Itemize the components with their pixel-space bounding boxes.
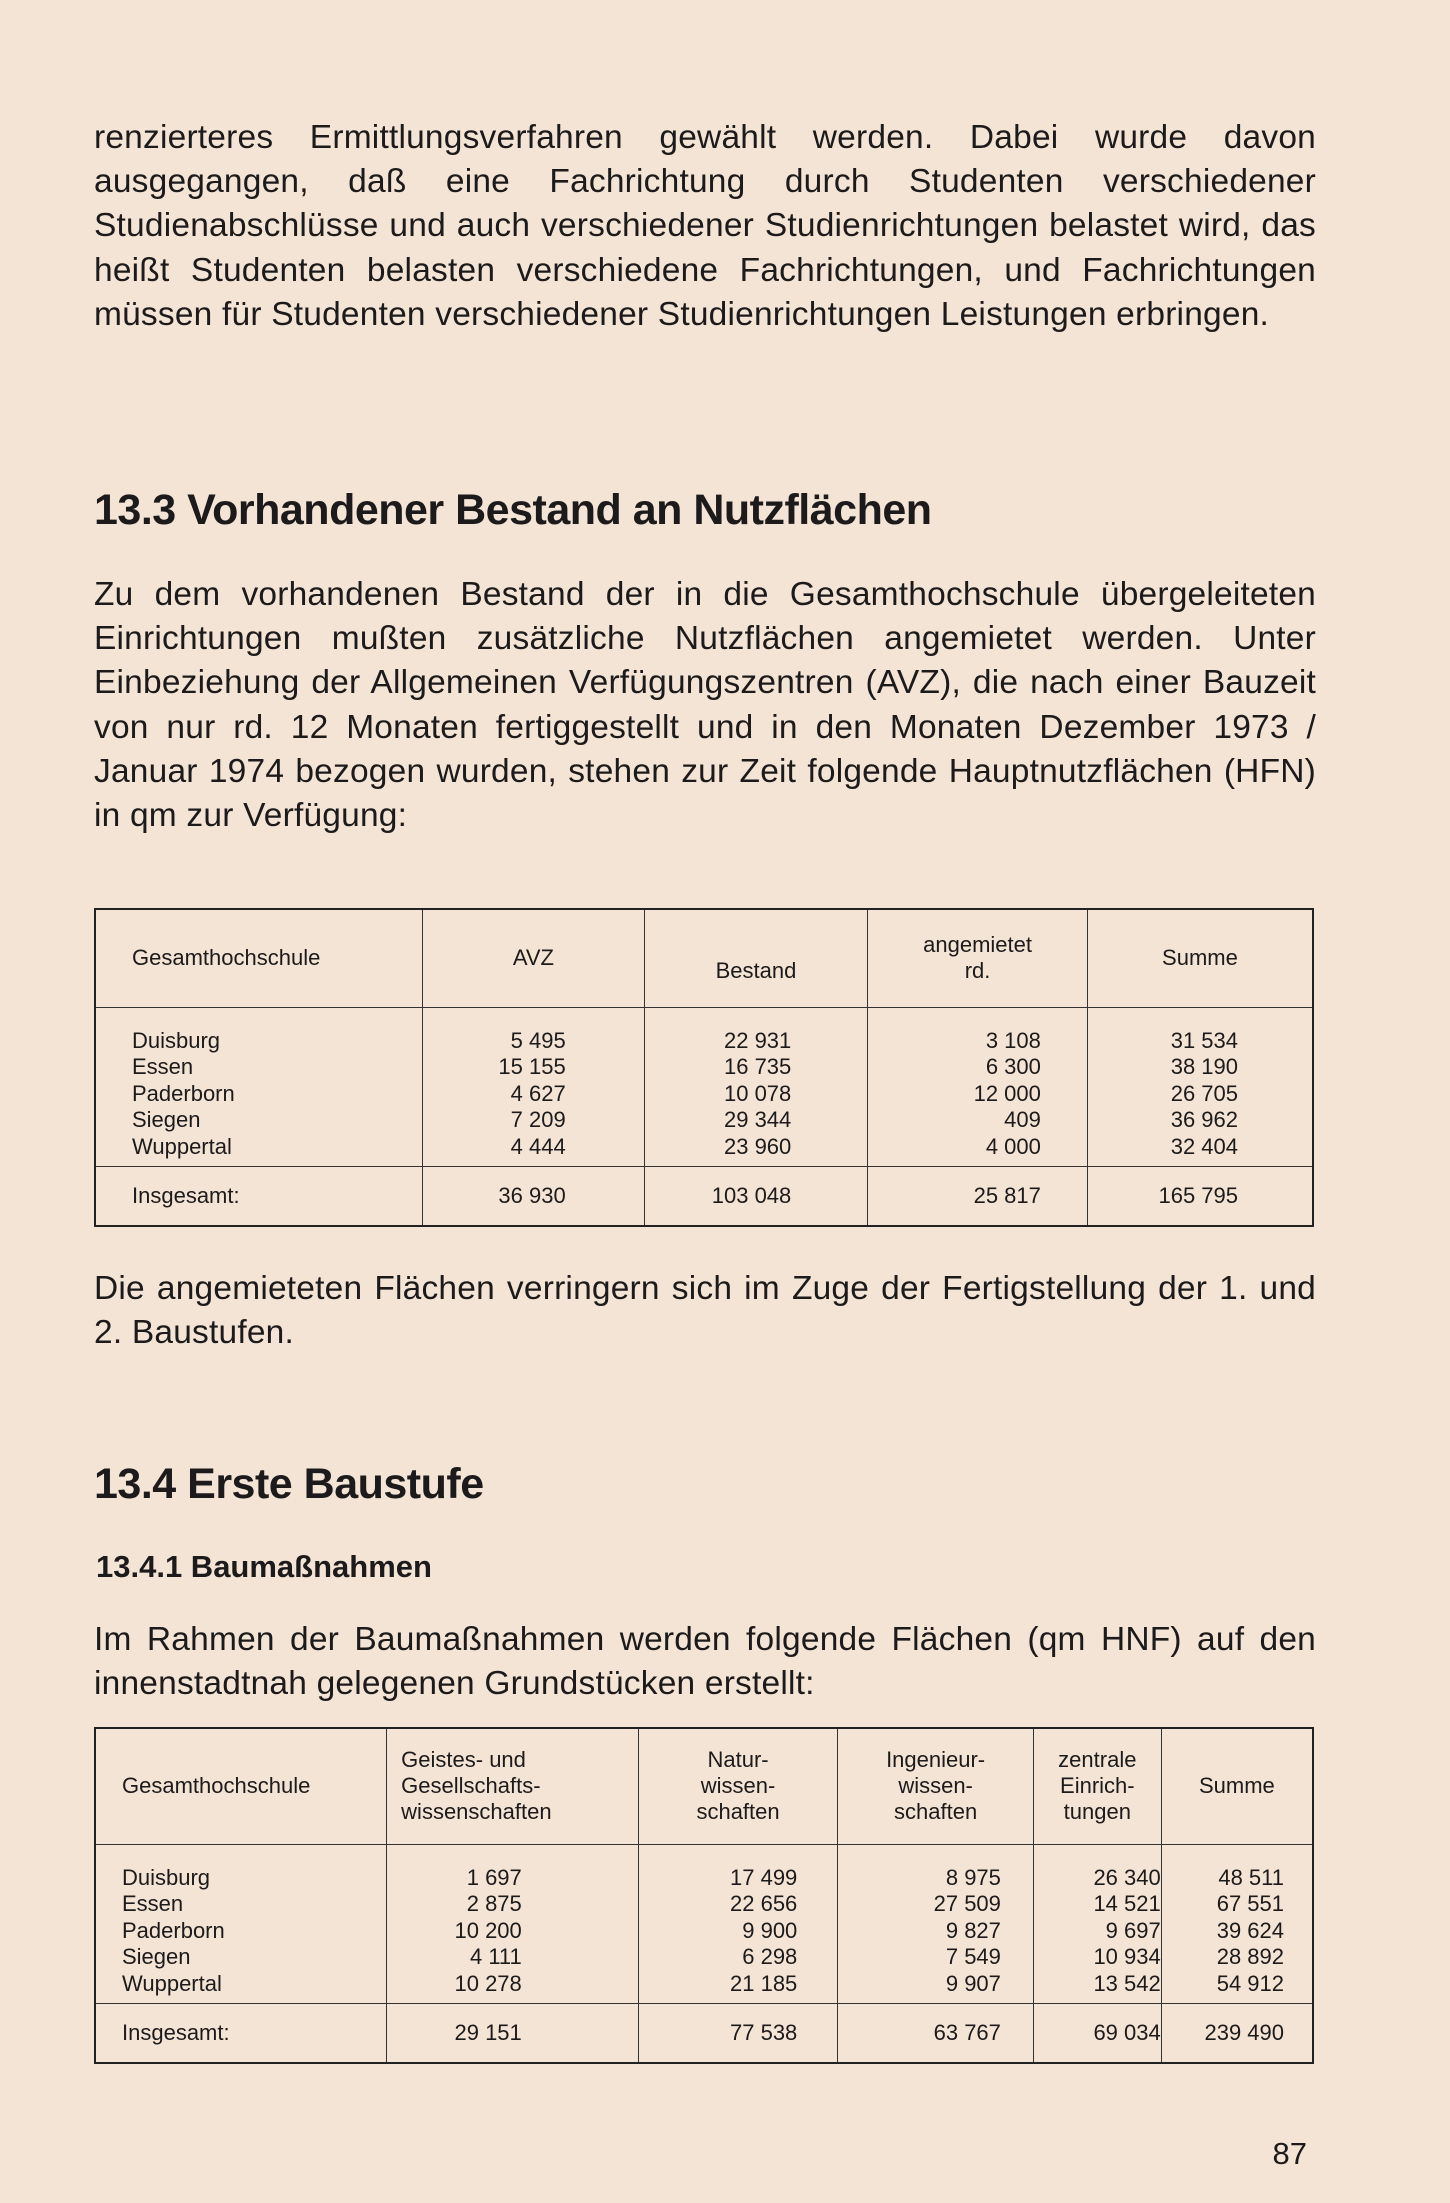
cell-total-label: Insgesamt: <box>95 2004 387 2064</box>
col-header-gesamthochschule: Gesamthochschule <box>95 909 423 1007</box>
section-13-4-paragraph: Im Rahmen der Baumaßnahmen werden folgende Flächen (qm HNF) auf den innenstadtnah gelegenen Grundstücken erstellt: <box>94 1621 1316 1703</box>
col-header-summe: Summe <box>1087 909 1313 1007</box>
table-header-row <box>95 909 1313 1007</box>
cell-total-zentrale: 69 034 <box>1033 2004 1161 2064</box>
table-body-row <box>95 1844 1313 2004</box>
cell-avz-values: 5 495 15 155 4 627 7 209 4 444 <box>423 1007 645 1167</box>
intro-paragraph: renzierteres Ermittlungsverfahren gewählt werden. Dabei wurde davon ausgegangen, daß eine Fachrichtung durch Studenten verschiedener Studienabschlüsse und auch verschiedener Studienrichtungen belastet wird, das heißt Studenten belasten verschiedene Fachrichtungen, und Fachrichtungen müssen für Studenten verschiedener Studienrichtungen Leistungen erbringen. <box>94 119 1316 333</box>
cell-summe-values: 48 511 67 551 39 624 28 892 54 912 <box>1161 1844 1313 2004</box>
col-header-geistes-gesellschaftswissenschaften: Geistes- und Gesellschafts- wissenschaften <box>387 1728 639 1844</box>
cell-geistes-values: 1 697 2 875 10 200 4 111 10 278 <box>387 1844 639 2004</box>
cell-total-geistes: 29 151 <box>387 2004 639 2064</box>
col-header-gesamthochschule: Gesamthochschule <box>95 1728 387 1844</box>
cell-total-natur: 77 538 <box>638 2004 838 2064</box>
cell-total-angemietet: 25 817 <box>868 1167 1088 1227</box>
col-header-angemietet: angemietet rd. <box>868 909 1088 1007</box>
cell-summe-values: 31 534 38 190 26 705 36 962 32 404 <box>1087 1007 1313 1167</box>
cell-total-summe: 165 795 <box>1087 1167 1313 1227</box>
cell-total-label: Insgesamt: <box>95 1167 423 1227</box>
bestand-table <box>94 908 1314 1227</box>
col-header-zentrale-einrichtungen: zentrale Einrich- tungen <box>1033 1728 1161 1844</box>
cell-hochschulen: Duisburg Essen Paderborn Siegen Wuppertal <box>95 1844 387 2004</box>
section-heading-13-3: 13.3 Vorhandener Bestand an Nutzflächen <box>94 486 932 534</box>
subsection-heading-13-4-1: 13.4.1 Baumaßnahmen <box>96 1549 432 1584</box>
cell-total-avz: 36 930 <box>423 1167 645 1227</box>
col-header-ingenieurwissenschaften: Ingenieur- wissen- schaften <box>838 1728 1034 1844</box>
cell-zentrale-values: 26 340 14 521 9 697 10 934 13 542 <box>1033 1844 1161 2004</box>
cell-bestand-values: 22 931 16 735 10 078 29 344 23 960 <box>644 1007 868 1167</box>
cell-total-summe: 239 490 <box>1161 2004 1313 2064</box>
cell-hochschulen: Duisburg Essen Paderborn Siegen Wuppertal <box>95 1007 423 1167</box>
table-total-row <box>95 1167 1313 1227</box>
cell-total-ingenieur: 63 767 <box>838 2004 1034 2064</box>
table-total-row <box>95 2004 1313 2064</box>
baumassnahmen-table <box>94 1727 1314 2064</box>
cell-natur-values: 17 499 22 656 9 900 6 298 21 185 <box>638 1844 838 2004</box>
section-13-3-paragraph: Zu dem vorhandenen Bestand der in die Gesamthochschule übergeleiteten Einrichtungen mußten zusätzliche Nutzflächen angemietet werden. Unter Einbeziehung der Allgemeinen Verfügungszentren (AVZ), die nach einer Bauzeit von nur rd. 12 Monaten fertiggestellt und in den Monaten Dezember 1973 / Januar 1974 bezogen wurden, stehen zur Zeit folgende Hauptnutzflächen (HFN) in qm zur Verfügung: <box>94 576 1316 835</box>
section-heading-13-4: 13.4 Erste Baustufe <box>94 1460 484 1508</box>
table-header-row <box>95 1728 1313 1844</box>
cell-total-bestand: 103 048 <box>644 1167 868 1227</box>
section-13-3-after-paragraph: Die angemieteten Flächen verringern sich im Zuge der Fertigstellung der 1. und 2. Baustufen. <box>94 1270 1316 1352</box>
col-header-naturwissenschaften: Natur- wissen- schaften <box>638 1728 838 1844</box>
cell-ingenieur-values: 8 975 27 509 9 827 7 549 9 907 <box>838 1844 1034 2004</box>
col-header-avz: AVZ <box>423 909 645 1007</box>
page-number: 87 <box>1272 2136 1307 2171</box>
cell-angemietet-values: 3 108 6 300 12 000 409 4 000 <box>868 1007 1088 1167</box>
table-body-row <box>95 1007 1313 1167</box>
col-header-summe: Summe <box>1161 1728 1313 1844</box>
col-header-bestand: Bestand <box>644 909 868 1007</box>
